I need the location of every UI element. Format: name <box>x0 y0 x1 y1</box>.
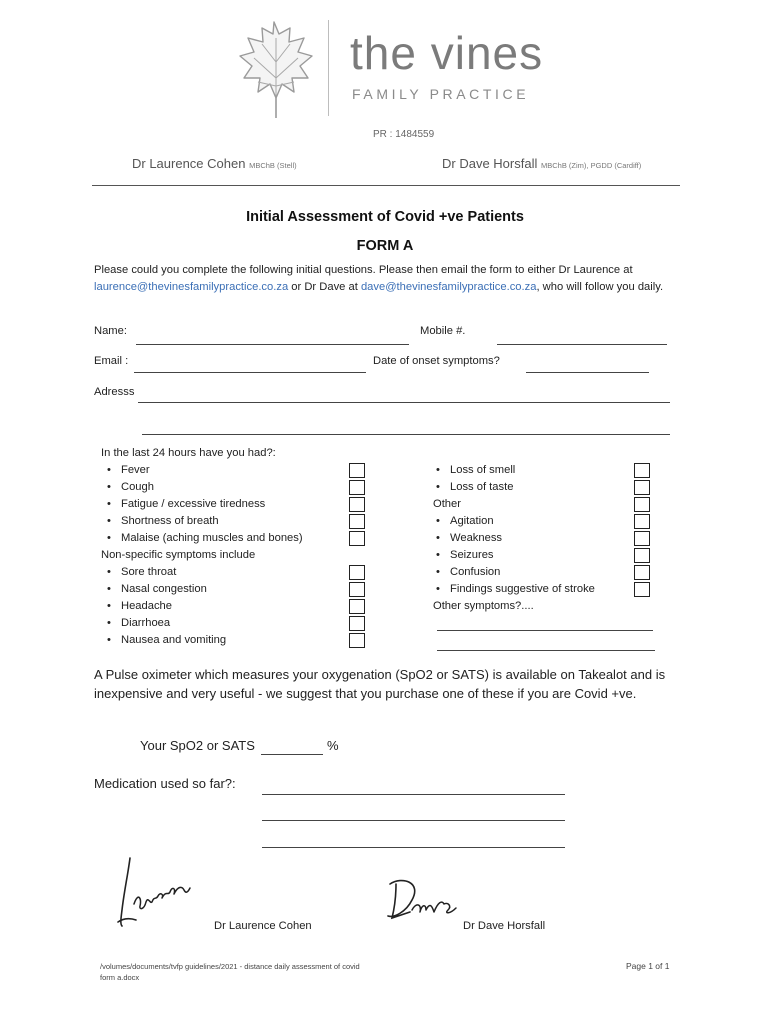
practice-number: PR : 1484559 <box>373 129 435 140</box>
symptom-fever: • Fever <box>107 464 150 476</box>
checkbox-loss-of-taste[interactable] <box>634 480 650 495</box>
checkbox-headache[interactable] <box>349 599 365 614</box>
checkbox-sore-throat[interactable] <box>349 565 365 580</box>
email-link-laurence[interactable]: laurence@thevinesfamilypractice.co.za <box>94 280 289 293</box>
other-symptoms-field-line1[interactable] <box>437 630 653 631</box>
symptom-diarrhoea: • Diarrhoea <box>107 617 171 629</box>
intro-text-2: or Dr Dave at <box>288 280 361 293</box>
doctor1-heading <box>132 156 297 171</box>
symptoms-intro: In the last 24 hours have you had?: <box>101 447 276 459</box>
medication-label: Medication used so far?: <box>94 776 236 791</box>
symptom-agitation: • Agitation <box>436 515 494 527</box>
spo2-label: Your SpO2 or SATS <box>140 738 255 753</box>
email-field[interactable] <box>134 372 366 373</box>
email-link-dave[interactable]: dave@thevinesfamilypractice.co.za <box>360 280 537 293</box>
checkbox-weakness[interactable] <box>634 531 650 546</box>
checkbox-other[interactable] <box>634 497 650 512</box>
spo2-field[interactable] <box>261 754 323 755</box>
address-field-line1[interactable] <box>138 402 670 403</box>
name-field[interactable] <box>136 344 409 345</box>
symptom-shortness-of-breath: • Shortness of breath <box>107 515 219 527</box>
symptom-nasal-congestion: • Nasal congestion <box>107 583 207 595</box>
header-divider <box>328 20 329 116</box>
oximeter-paragraph: A Pulse oximeter which measures your oxygenation (SpO2 or SATS) is available on Takealot and is inexpensive and very useful - we suggest that you purchase one of these if you are Covid +ve. <box>94 667 666 701</box>
address-field-line2[interactable] <box>142 434 670 435</box>
form-subtitle: FORM A <box>356 238 414 254</box>
intro-text-3: , who will follow you daily. <box>536 280 664 293</box>
footer-page-number: Page 1 of 1 <box>626 961 670 971</box>
nonspecific-heading: Non-specific symptoms include <box>101 549 256 561</box>
intro-text-1: Please could you complete the following initial questions. Please then email the form to either Dr Laurence at <box>94 264 633 276</box>
symptom-loss-of-smell: • Loss of smell <box>436 464 516 476</box>
symptom-cough: • Cough <box>107 481 154 493</box>
doctor1-name: Dr Laurence Cohen <box>132 156 246 171</box>
checkbox-nausea[interactable] <box>349 633 365 648</box>
mobile-field[interactable] <box>497 344 667 345</box>
signature-name-laurence: Dr Laurence Cohen <box>214 920 312 932</box>
checkbox-malaise[interactable] <box>349 531 365 546</box>
checkbox-loss-of-smell[interactable] <box>634 463 650 478</box>
checkbox-cough[interactable] <box>349 480 365 495</box>
checkbox-confusion[interactable] <box>634 565 650 580</box>
symptom-fatigue: • Fatigue / excessive tiredness <box>107 498 266 510</box>
other-heading: Other <box>433 498 461 510</box>
symptom-sore-throat: • Sore throat <box>107 566 177 578</box>
medication-field-line2[interactable] <box>262 820 565 821</box>
symptom-nausea: • Nausea and vomiting <box>107 634 227 646</box>
symptom-list-left <box>101 462 303 649</box>
footer-file-path: /volumes/documents/tvfp guidelines/2021 - distance daily assessment of covid form a.docx <box>100 962 360 982</box>
email-label: Email : <box>94 355 129 367</box>
vine-leaf-logo <box>232 18 316 120</box>
onset-field[interactable] <box>526 372 649 373</box>
doctor2-qualifications: MBChB (Zim), PGDD (Cardiff) <box>540 161 642 170</box>
symptom-stroke: • Findings suggestive of stroke <box>436 583 595 595</box>
checkbox-shortness-of-breath[interactable] <box>349 514 365 529</box>
checkbox-agitation[interactable] <box>634 514 650 529</box>
symptom-headache: • Headache <box>107 600 173 612</box>
brand-subtitle: FAMILY PRACTICE <box>352 86 530 102</box>
other-symptoms-label: Other symptoms?.... <box>433 600 534 612</box>
checkbox-diarrhoea[interactable] <box>349 616 365 631</box>
mobile-label: Mobile #. <box>420 325 466 337</box>
medication-field-line3[interactable] <box>262 847 565 848</box>
laurence-signature <box>112 852 202 932</box>
doctor2-name: Dr Dave Horsfall <box>442 156 538 171</box>
address-label: Adresss <box>94 386 135 398</box>
checkbox-fatigue[interactable] <box>349 497 365 512</box>
header-rule <box>92 185 680 186</box>
checkbox-fever[interactable] <box>349 463 365 478</box>
symptom-list-right <box>430 462 595 615</box>
symptom-loss-of-taste: • Loss of taste <box>436 481 514 493</box>
doctor2-heading <box>442 156 641 171</box>
intro-paragraph <box>94 262 694 295</box>
symptom-malaise: • Malaise (aching muscles and bones) <box>107 532 303 544</box>
symptom-confusion: • Confusion <box>436 566 501 578</box>
other-symptoms-field-line2[interactable] <box>437 650 655 651</box>
signature-name-dave: Dr Dave Horsfall <box>463 920 546 932</box>
doctor1-qualifications: MBChB (Stell) <box>249 161 297 170</box>
checkbox-seizures[interactable] <box>634 548 650 563</box>
onset-label: Date of onset symptoms? <box>373 355 500 367</box>
checkbox-stroke[interactable] <box>634 582 650 597</box>
checkbox-nasal-congestion[interactable] <box>349 582 365 597</box>
dave-signature <box>382 874 462 924</box>
form-title: Initial Assessment of Covid +ve Patients <box>246 209 524 225</box>
percent-sign: % <box>327 738 339 753</box>
symptom-seizures: • Seizures <box>436 549 494 561</box>
symptom-weakness: • Weakness <box>436 532 503 544</box>
brand-title: the vines <box>350 27 544 79</box>
name-label: Name: <box>94 325 127 337</box>
medication-field-line1[interactable] <box>262 794 565 795</box>
